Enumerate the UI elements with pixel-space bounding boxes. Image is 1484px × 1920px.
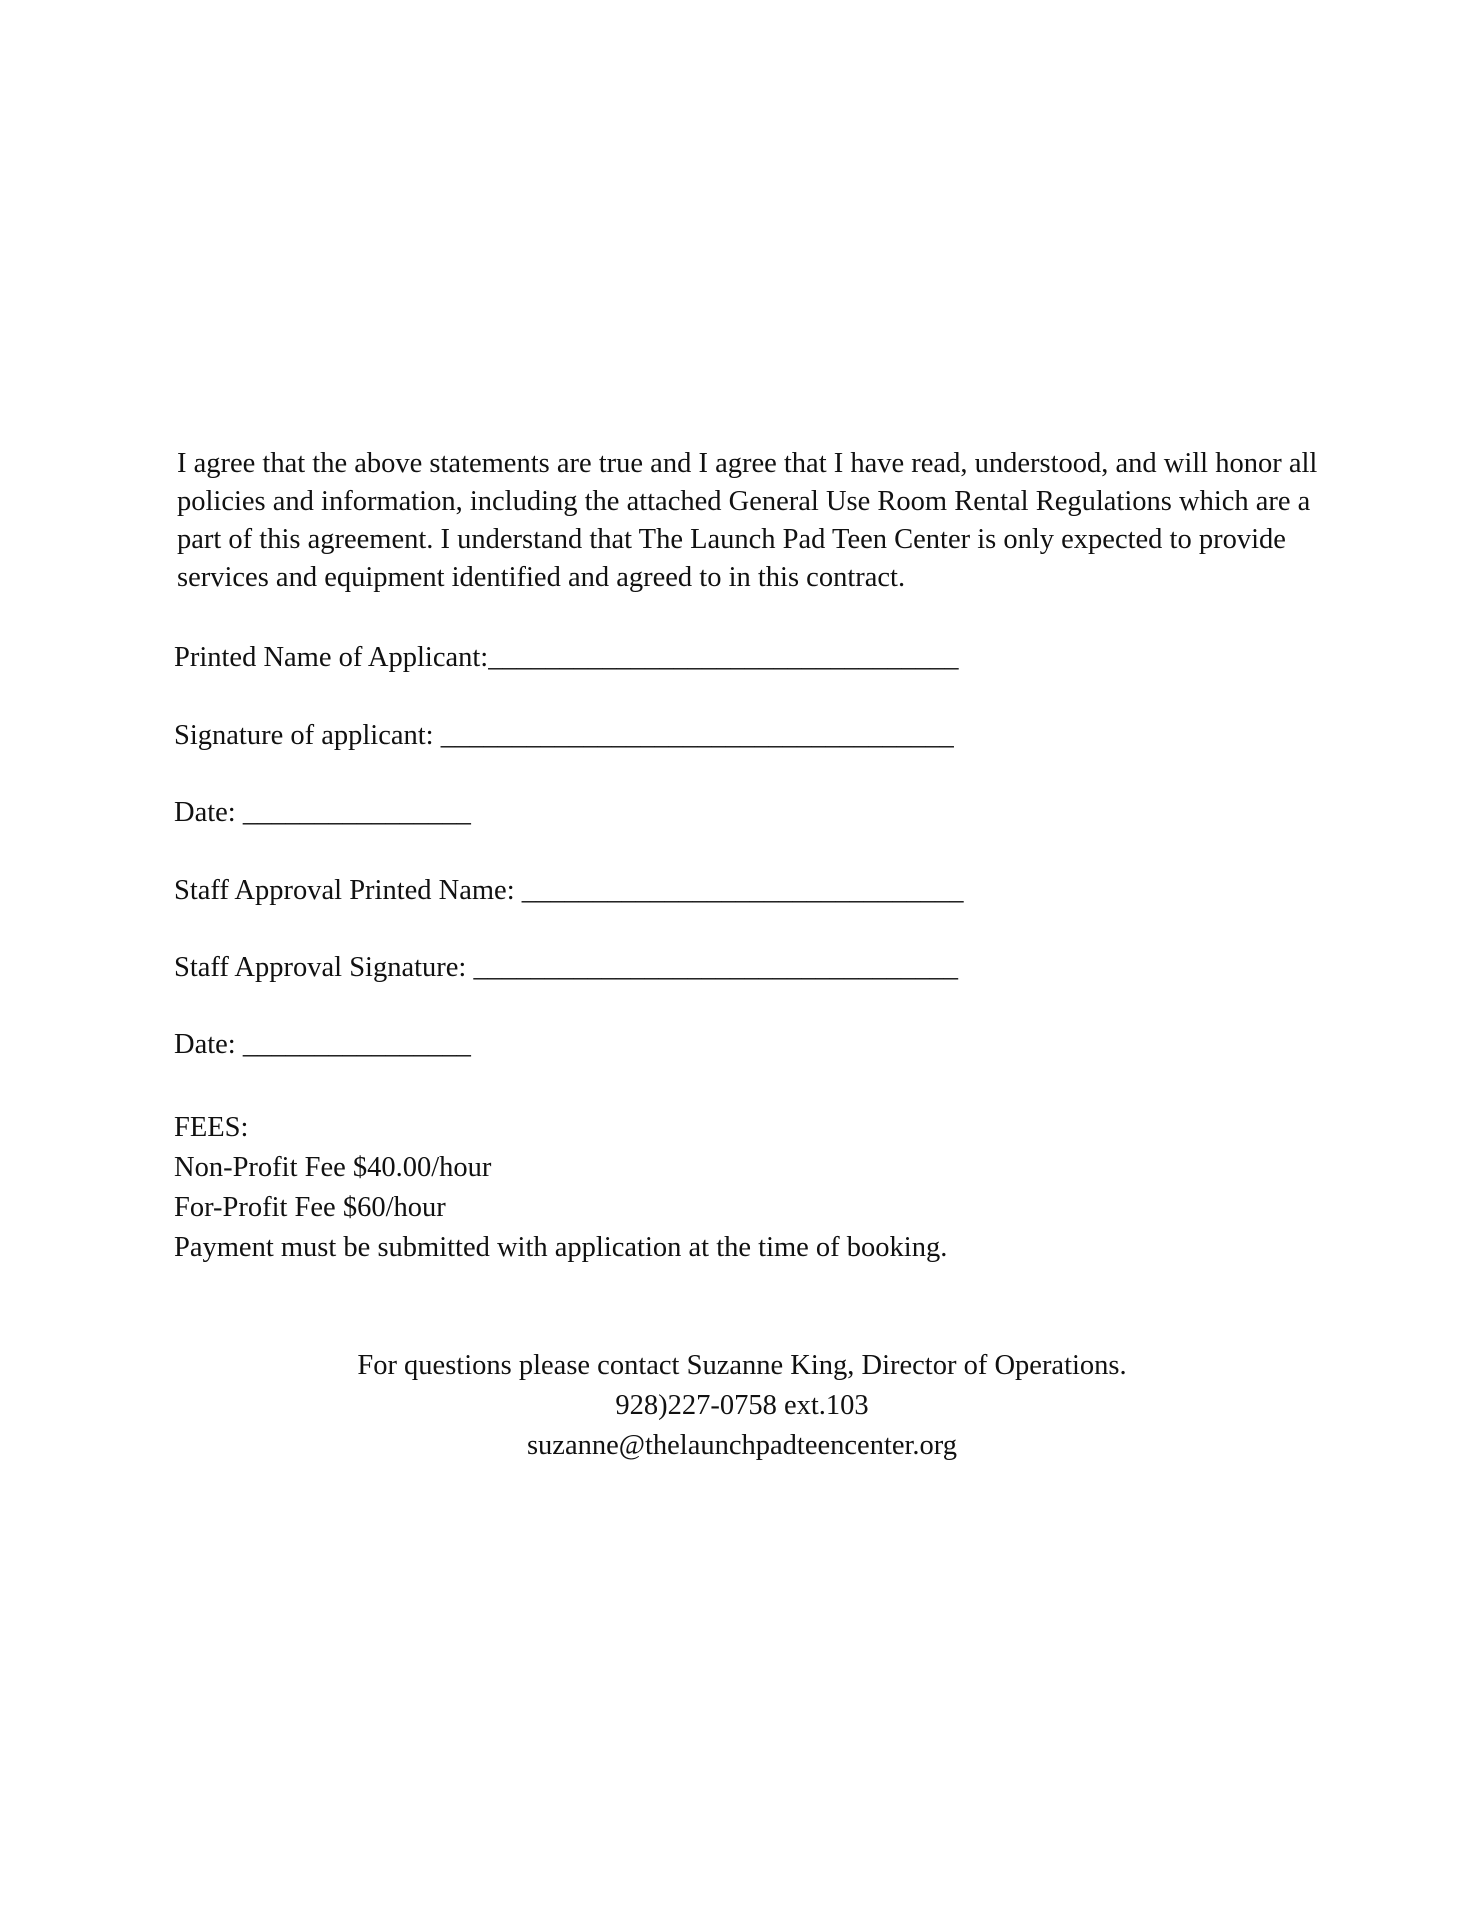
printed-name-field: Printed Name of Applicant:_________________________________ [174, 642, 959, 673]
payment-note: Payment must be submitted with application at the time of booking. [174, 1232, 948, 1263]
staff-printed-name-field: Staff Approval Printed Name: _______________________________ [174, 875, 964, 906]
for-profit-fee: For-Profit Fee $60/hour [174, 1192, 446, 1223]
contact-phone: 928)227-0758 ext.103 [615, 1390, 869, 1421]
staff-date-field: Date: ________________ [174, 1029, 471, 1060]
contact-email: suzanne@thelaunchpadteencenter.org [526, 1430, 958, 1461]
fees-heading: FEES: [174, 1112, 249, 1143]
contact-line: For questions please contact Suzanne King, Director of Operations. [357, 1350, 1127, 1381]
non-profit-fee: Non-Profit Fee $40.00/hour [174, 1152, 492, 1183]
staff-signature-field: Staff Approval Signature: __________________________________ [174, 952, 958, 983]
date-field: Date: ________________ [174, 797, 471, 828]
contact-section [0, 1346, 1484, 1466]
agreement-paragraph: I agree that the above statements are true and I agree that I have read, understood, and will honor all policies and information, including the attached General Use Room Rental Regulations which are a part of this agreement. I understand that The Launch Pad Teen Center is only expected to provide services and equipment identified and agreed to in this contract. [177, 448, 1318, 593]
signature-field: Signature of applicant: ____________________________________ [174, 720, 954, 751]
fees-section [174, 1108, 947, 1268]
